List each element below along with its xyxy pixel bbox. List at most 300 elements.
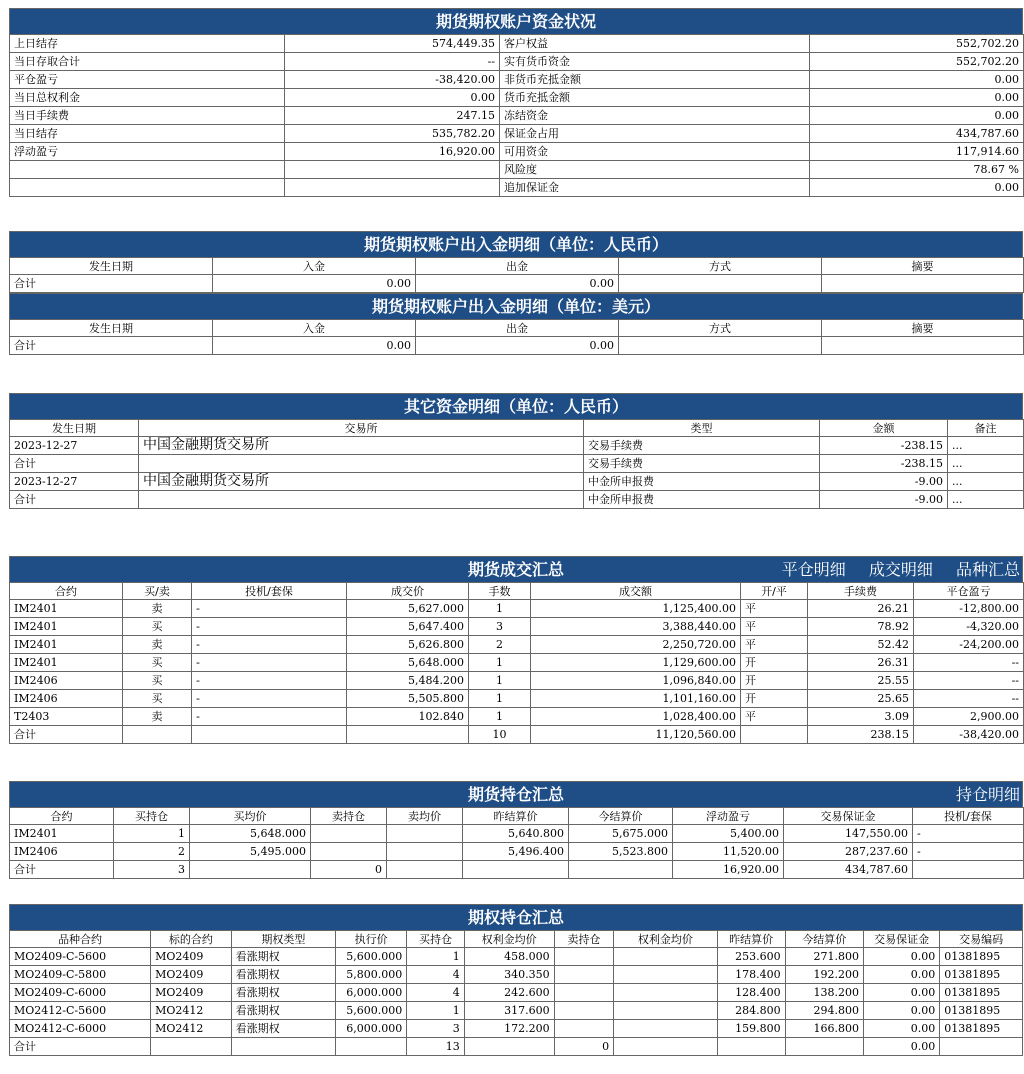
table-cell bbox=[231, 1038, 336, 1056]
total-buy-qty: 3 bbox=[114, 861, 190, 879]
trade-hedge: - bbox=[192, 618, 347, 636]
option-type: 看涨期权 bbox=[231, 966, 336, 984]
col-header: 投机/套保 bbox=[192, 583, 347, 600]
trade-contract: IM2401 bbox=[10, 618, 123, 636]
option-type: 看涨期权 bbox=[231, 1020, 336, 1038]
trade-amount: 3,388,440.00 bbox=[531, 618, 741, 636]
fund-value: 16,920.00 bbox=[285, 143, 500, 161]
col-header: 交易保证金 bbox=[784, 808, 913, 825]
fund-value: -- bbox=[285, 53, 500, 71]
option-row bbox=[10, 1020, 1023, 1038]
fund-value: 78.67 % bbox=[810, 161, 1024, 179]
trade-pnl: -24,200.00 bbox=[914, 636, 1024, 654]
col-header: 备注 bbox=[948, 420, 1024, 437]
table-header-row bbox=[10, 320, 1024, 337]
option-trade-code: 01381895 bbox=[940, 984, 1023, 1002]
option-sell-qty bbox=[554, 1002, 614, 1020]
trade-price: 5,627.000 bbox=[347, 600, 469, 618]
option-margin: 0.00 bbox=[863, 984, 939, 1002]
option-trade-code: 01381895 bbox=[940, 1020, 1023, 1038]
col-header: 发生日期 bbox=[10, 320, 213, 337]
other-fund-row bbox=[10, 473, 1024, 491]
col-header: 手数 bbox=[469, 583, 531, 600]
table-cell bbox=[192, 726, 347, 744]
col-header: 金额 bbox=[820, 420, 948, 437]
deposits-rmb-title: 期货期权账户出入金明细（单位：人民币） bbox=[363, 235, 668, 254]
option-product: MO2409-C-5600 bbox=[10, 948, 151, 966]
trade-row bbox=[10, 636, 1024, 654]
fee-amount: -238.15 bbox=[820, 455, 948, 473]
option-strike: 5,600.000 bbox=[336, 1002, 407, 1020]
position-prev-settle: 5,640.800 bbox=[463, 825, 569, 843]
option-sell-premium bbox=[614, 1020, 717, 1038]
option-prev-settle: 178.400 bbox=[717, 966, 785, 984]
position-row bbox=[10, 825, 1024, 843]
col-header: 开/平 bbox=[741, 583, 808, 600]
option-trade-code: 01381895 bbox=[940, 966, 1023, 984]
option-underlying: MO2412 bbox=[151, 1020, 231, 1038]
table-header-row bbox=[10, 931, 1023, 948]
position-buy-qty: 1 bbox=[114, 825, 190, 843]
option-buy-premium: 317.600 bbox=[464, 1002, 554, 1020]
trade-open-close: 平 bbox=[741, 600, 808, 618]
fund-value: 0.00 bbox=[810, 107, 1024, 125]
col-header: 交易保证金 bbox=[863, 931, 939, 948]
other-fund-row bbox=[10, 491, 1024, 509]
position-summary-title: 期货持仓汇总 bbox=[467, 785, 564, 804]
option-sell-qty bbox=[554, 1020, 614, 1038]
trade-side: 买 bbox=[123, 672, 192, 690]
fund-value: 117,914.60 bbox=[810, 143, 1024, 161]
trade-fee: 25.55 bbox=[808, 672, 914, 690]
trade-side: 买 bbox=[123, 618, 192, 636]
fund-label: 保证金占用 bbox=[500, 125, 810, 143]
total-row bbox=[10, 275, 1024, 293]
trade-price: 102.840 bbox=[347, 708, 469, 726]
option-buy-qty: 1 bbox=[407, 1002, 464, 1020]
close-detail-link[interactable]: 平仓明细 bbox=[781, 560, 846, 579]
trade-qty: 1 bbox=[469, 654, 531, 672]
option-underlying: MO2409 bbox=[151, 948, 231, 966]
total-method bbox=[619, 337, 822, 355]
option-row bbox=[10, 1002, 1023, 1020]
col-header: 卖均价 bbox=[387, 808, 463, 825]
trade-hedge: - bbox=[192, 600, 347, 618]
table-header-row bbox=[10, 420, 1024, 437]
table-header-row bbox=[10, 808, 1024, 825]
option-strike: 6,000.000 bbox=[336, 984, 407, 1002]
option-row bbox=[10, 948, 1023, 966]
col-header: 买持仓 bbox=[407, 931, 464, 948]
option-margin: 0.00 bbox=[863, 966, 939, 984]
trade-qty: 3 bbox=[469, 618, 531, 636]
trade-pnl: -4,320.00 bbox=[914, 618, 1024, 636]
position-sell-avg bbox=[387, 843, 463, 861]
option-prev-settle: 253.600 bbox=[717, 948, 785, 966]
col-header: 投机/套保 bbox=[913, 808, 1024, 825]
option-product: MO2412-C-6000 bbox=[10, 1020, 151, 1038]
option-sell-premium bbox=[614, 948, 717, 966]
trade-summary-table bbox=[9, 582, 1024, 744]
fund-label: 浮动盈亏 bbox=[10, 143, 285, 161]
col-header: 平仓盈亏 bbox=[914, 583, 1024, 600]
option-type: 看涨期权 bbox=[231, 948, 336, 966]
trade-open-close: 开 bbox=[741, 654, 808, 672]
other-funds-title: 其它资金明细（单位：人民币） bbox=[403, 397, 628, 416]
trade-qty: 2 bbox=[469, 636, 531, 654]
fund-value: 0.00 bbox=[285, 89, 500, 107]
option-trade-code: 01381895 bbox=[940, 1002, 1023, 1020]
trade-detail-link[interactable]: 成交明细 bbox=[868, 560, 933, 579]
option-underlying: MO2409 bbox=[151, 966, 231, 984]
fee-type: 中金所申报费 bbox=[584, 491, 820, 509]
trade-fee: 3.09 bbox=[808, 708, 914, 726]
fund-status-table bbox=[9, 34, 1024, 197]
trade-pnl: 2,900.00 bbox=[914, 708, 1024, 726]
trade-open-close: 平 bbox=[741, 618, 808, 636]
position-buy-avg: 5,648.000 bbox=[190, 825, 311, 843]
option-strike: 5,600.000 bbox=[336, 948, 407, 966]
fund-status-row bbox=[10, 179, 1024, 197]
position-hedge: - bbox=[913, 825, 1024, 843]
trade-price: 5,647.400 bbox=[347, 618, 469, 636]
position-float-pnl: 5,400.00 bbox=[673, 825, 784, 843]
fee-amount: -238.15 bbox=[820, 437, 948, 455]
trade-row bbox=[10, 708, 1024, 726]
fee-type: 交易手续费 bbox=[584, 437, 820, 455]
total-margin: 434,787.60 bbox=[784, 861, 913, 879]
trade-fee: 26.21 bbox=[808, 600, 914, 618]
position-row bbox=[10, 843, 1024, 861]
position-summary-header bbox=[9, 781, 1023, 807]
option-underlying: MO2412 bbox=[151, 1002, 231, 1020]
fund-value: 434,787.60 bbox=[810, 125, 1024, 143]
fund-label: 当日手续费 bbox=[10, 107, 285, 125]
fund-value: 0.00 bbox=[810, 89, 1024, 107]
position-hedge: - bbox=[913, 843, 1024, 861]
other-funds-section bbox=[9, 393, 1023, 509]
option-strike: 5,800.000 bbox=[336, 966, 407, 984]
table-cell bbox=[614, 1038, 717, 1056]
trade-summary-links bbox=[764, 557, 1020, 583]
option-sell-premium bbox=[614, 984, 717, 1002]
trade-hedge: - bbox=[192, 708, 347, 726]
position-detail-link[interactable]: 持仓明细 bbox=[955, 785, 1020, 804]
col-header: 卖持仓 bbox=[311, 808, 387, 825]
fund-status-row bbox=[10, 71, 1024, 89]
trade-open-close: 平 bbox=[741, 708, 808, 726]
option-prev-settle: 128.400 bbox=[717, 984, 785, 1002]
option-margin: 0.00 bbox=[863, 1020, 939, 1038]
exchange-name bbox=[139, 491, 584, 509]
table-cell bbox=[741, 726, 808, 744]
total-withdrawal: 0.00 bbox=[416, 337, 619, 355]
col-header: 方式 bbox=[619, 258, 822, 275]
total-method bbox=[619, 275, 822, 293]
trade-contract: IM2401 bbox=[10, 654, 123, 672]
table-cell bbox=[347, 726, 469, 744]
option-buy-qty: 4 bbox=[407, 984, 464, 1002]
option-settle: 294.800 bbox=[785, 1002, 863, 1020]
fund-value: 0.00 bbox=[810, 179, 1024, 197]
trade-summary-header bbox=[9, 556, 1023, 582]
total-label: 合计 bbox=[10, 726, 123, 744]
fund-value: 535,782.20 bbox=[285, 125, 500, 143]
option-type: 看涨期权 bbox=[231, 984, 336, 1002]
trade-side: 买 bbox=[123, 654, 192, 672]
fund-status-row bbox=[10, 161, 1024, 179]
option-product: MO2412-C-5600 bbox=[10, 1002, 151, 1020]
trade-row bbox=[10, 654, 1024, 672]
trade-amount: 2,250,720.00 bbox=[531, 636, 741, 654]
option-sell-premium bbox=[614, 1002, 717, 1020]
total-pnl: -38,420.00 bbox=[914, 726, 1024, 744]
total-qty: 10 bbox=[469, 726, 531, 744]
trade-fee: 52.42 bbox=[808, 636, 914, 654]
col-header: 昨结算价 bbox=[717, 931, 785, 948]
total-row bbox=[10, 337, 1024, 355]
option-strike: 6,000.000 bbox=[336, 1020, 407, 1038]
position-margin: 287,237.60 bbox=[784, 843, 913, 861]
fund-date: 2023-12-27 bbox=[10, 437, 139, 455]
option-buy-premium: 242.600 bbox=[464, 984, 554, 1002]
deposits-usd-header bbox=[9, 293, 1023, 319]
table-cell bbox=[913, 861, 1024, 879]
trade-fee: 78.92 bbox=[808, 618, 914, 636]
fee-amount: -9.00 bbox=[820, 473, 948, 491]
total-fee: 238.15 bbox=[808, 726, 914, 744]
other-funds-table bbox=[9, 419, 1024, 509]
total-amount: 11,120,560.00 bbox=[531, 726, 741, 744]
option-sell-qty bbox=[554, 948, 614, 966]
total-float-pnl: 16,920.00 bbox=[673, 861, 784, 879]
fund-value: 574,449.35 bbox=[285, 35, 500, 53]
position-sell-avg bbox=[387, 825, 463, 843]
fund-value: 552,702.20 bbox=[810, 53, 1024, 71]
position-contract: IM2406 bbox=[10, 843, 114, 861]
option-product: MO2409-C-6000 bbox=[10, 984, 151, 1002]
col-header: 卖持仓 bbox=[554, 931, 614, 948]
fund-status-title: 期货期权账户资金状况 bbox=[435, 12, 596, 31]
fee-amount: -9.00 bbox=[820, 491, 948, 509]
fund-label: 非货币充抵金额 bbox=[500, 71, 810, 89]
trade-side: 卖 bbox=[123, 600, 192, 618]
col-header: 发生日期 bbox=[10, 420, 139, 437]
fund-status-row bbox=[10, 35, 1024, 53]
trade-row bbox=[10, 690, 1024, 708]
position-margin: 147,550.00 bbox=[784, 825, 913, 843]
fund-label: 客户权益 bbox=[500, 35, 810, 53]
trade-open-close: 开 bbox=[741, 672, 808, 690]
trade-pnl: -12,800.00 bbox=[914, 600, 1024, 618]
trade-row bbox=[10, 672, 1024, 690]
col-header: 成交价 bbox=[347, 583, 469, 600]
col-header: 交易编码 bbox=[940, 931, 1023, 948]
fund-label: 上日结存 bbox=[10, 35, 285, 53]
col-header: 出金 bbox=[416, 320, 619, 337]
trade-hedge: - bbox=[192, 690, 347, 708]
trade-price: 5,648.000 bbox=[347, 654, 469, 672]
option-type: 看涨期权 bbox=[231, 1002, 336, 1020]
col-header: 标的合约 bbox=[151, 931, 231, 948]
total-label: 合计 bbox=[10, 861, 114, 879]
trade-amount: 1,129,600.00 bbox=[531, 654, 741, 672]
position-sell-qty bbox=[311, 843, 387, 861]
other-fund-row bbox=[10, 437, 1024, 455]
fund-value: 247.15 bbox=[285, 107, 500, 125]
col-header: 入金 bbox=[213, 258, 416, 275]
trade-price: 5,505.800 bbox=[347, 690, 469, 708]
position-contract: IM2401 bbox=[10, 825, 114, 843]
fund-label: 实有货币资金 bbox=[500, 53, 810, 71]
trade-hedge: - bbox=[192, 654, 347, 672]
trade-open-close: 开 bbox=[741, 690, 808, 708]
option-buy-qty: 3 bbox=[407, 1020, 464, 1038]
total-sell-qty: 0 bbox=[311, 861, 387, 879]
option-product: MO2409-C-5800 bbox=[10, 966, 151, 984]
fund-label: 追加保证金 bbox=[500, 179, 810, 197]
total-memo bbox=[822, 275, 1024, 293]
col-header: 交易所 bbox=[139, 420, 584, 437]
other-fund-row bbox=[10, 455, 1024, 473]
fund-status-row bbox=[10, 107, 1024, 125]
fee-note: ... bbox=[948, 473, 1024, 491]
fund-value: 552,702.20 bbox=[810, 35, 1024, 53]
col-header: 类型 bbox=[584, 420, 820, 437]
deposits-usd-table bbox=[9, 319, 1024, 355]
trade-amount: 1,101,160.00 bbox=[531, 690, 741, 708]
col-header: 方式 bbox=[619, 320, 822, 337]
col-header: 摘要 bbox=[822, 258, 1024, 275]
trade-fee: 26.31 bbox=[808, 654, 914, 672]
col-header: 出金 bbox=[416, 258, 619, 275]
option-summary-section bbox=[9, 904, 1023, 1056]
option-prev-settle: 159.800 bbox=[717, 1020, 785, 1038]
total-margin: 0.00 bbox=[863, 1038, 939, 1056]
deposits-rmb-table bbox=[9, 257, 1024, 293]
fund-value bbox=[285, 161, 500, 179]
table-header-row bbox=[10, 583, 1024, 600]
option-summary-title: 期权持仓汇总 bbox=[467, 908, 564, 927]
fund-status-header bbox=[9, 8, 1023, 34]
fund-label bbox=[10, 179, 285, 197]
position-summary-table bbox=[9, 807, 1024, 879]
trade-qty: 1 bbox=[469, 708, 531, 726]
trade-qty: 1 bbox=[469, 600, 531, 618]
option-sell-qty bbox=[554, 984, 614, 1002]
col-header: 买均价 bbox=[190, 808, 311, 825]
table-cell bbox=[123, 726, 192, 744]
table-cell bbox=[190, 861, 311, 879]
table-cell bbox=[569, 861, 673, 879]
fee-type: 交易手续费 bbox=[584, 455, 820, 473]
other-funds-header bbox=[9, 393, 1023, 419]
option-buy-qty: 1 bbox=[407, 948, 464, 966]
deposits-rmb-header bbox=[9, 231, 1023, 257]
option-buy-qty: 4 bbox=[407, 966, 464, 984]
option-buy-premium: 340.350 bbox=[464, 966, 554, 984]
trade-contract: IM2401 bbox=[10, 600, 123, 618]
trade-contract: IM2406 bbox=[10, 672, 123, 690]
col-header: 手续费 bbox=[808, 583, 914, 600]
col-header: 合约 bbox=[10, 808, 114, 825]
col-header: 入金 bbox=[213, 320, 416, 337]
product-summary-link[interactable]: 品种汇总 bbox=[955, 560, 1020, 579]
deposits-usd-title: 期货期权账户出入金明细（单位：美元） bbox=[371, 297, 660, 316]
table-cell bbox=[463, 861, 569, 879]
fund-label: 平仓盈亏 bbox=[10, 71, 285, 89]
option-margin: 0.00 bbox=[863, 948, 939, 966]
col-header: 今结算价 bbox=[785, 931, 863, 948]
option-trade-code: 01381895 bbox=[940, 948, 1023, 966]
col-header: 执行价 bbox=[336, 931, 407, 948]
fund-label bbox=[10, 161, 285, 179]
trade-pnl: -- bbox=[914, 654, 1024, 672]
trade-hedge: - bbox=[192, 636, 347, 654]
exchange-name: 中国金融期货交易所 bbox=[139, 473, 584, 491]
total-deposit: 0.00 bbox=[213, 275, 416, 293]
fund-status-row bbox=[10, 53, 1024, 71]
total-row bbox=[10, 1038, 1023, 1056]
table-cell bbox=[940, 1038, 1023, 1056]
option-buy-premium: 458.000 bbox=[464, 948, 554, 966]
table-cell bbox=[151, 1038, 231, 1056]
fund-status-row bbox=[10, 125, 1024, 143]
option-settle: 271.800 bbox=[785, 948, 863, 966]
fund-date: 2023-12-27 bbox=[10, 473, 139, 491]
col-header: 摘要 bbox=[822, 320, 1024, 337]
fund-label: 货币充抵金额 bbox=[500, 89, 810, 107]
trade-pnl: -- bbox=[914, 672, 1024, 690]
trade-price: 5,626.800 bbox=[347, 636, 469, 654]
trade-side: 卖 bbox=[123, 636, 192, 654]
trade-open-close: 平 bbox=[741, 636, 808, 654]
trade-side: 买 bbox=[123, 690, 192, 708]
position-float-pnl: 11,520.00 bbox=[673, 843, 784, 861]
position-sell-qty bbox=[311, 825, 387, 843]
fund-label: 当日存取合计 bbox=[10, 53, 285, 71]
col-header: 合约 bbox=[10, 583, 123, 600]
option-summary-table bbox=[9, 930, 1023, 1056]
total-label: 合计 bbox=[10, 275, 213, 293]
fund-label: 冻结资金 bbox=[500, 107, 810, 125]
trade-amount: 1,096,840.00 bbox=[531, 672, 741, 690]
fund-status-row bbox=[10, 143, 1024, 161]
fee-type: 中金所申报费 bbox=[584, 473, 820, 491]
fund-status-row bbox=[10, 89, 1024, 107]
table-cell bbox=[464, 1038, 554, 1056]
fund-date: 合计 bbox=[10, 455, 139, 473]
trade-qty: 1 bbox=[469, 672, 531, 690]
trade-fee: 25.65 bbox=[808, 690, 914, 708]
position-summary-section bbox=[9, 781, 1023, 879]
option-sell-premium bbox=[614, 966, 717, 984]
total-row bbox=[10, 861, 1024, 879]
total-memo bbox=[822, 337, 1024, 355]
total-label: 合计 bbox=[10, 337, 213, 355]
col-header: 发生日期 bbox=[10, 258, 213, 275]
col-header: 成交额 bbox=[531, 583, 741, 600]
col-header: 买持仓 bbox=[114, 808, 190, 825]
trade-row bbox=[10, 618, 1024, 636]
table-cell bbox=[387, 861, 463, 879]
position-buy-qty: 2 bbox=[114, 843, 190, 861]
fund-status-section bbox=[9, 8, 1023, 197]
fund-label: 风险度 bbox=[500, 161, 810, 179]
option-row bbox=[10, 966, 1023, 984]
option-buy-premium: 172.200 bbox=[464, 1020, 554, 1038]
col-header: 权利金均价 bbox=[464, 931, 554, 948]
